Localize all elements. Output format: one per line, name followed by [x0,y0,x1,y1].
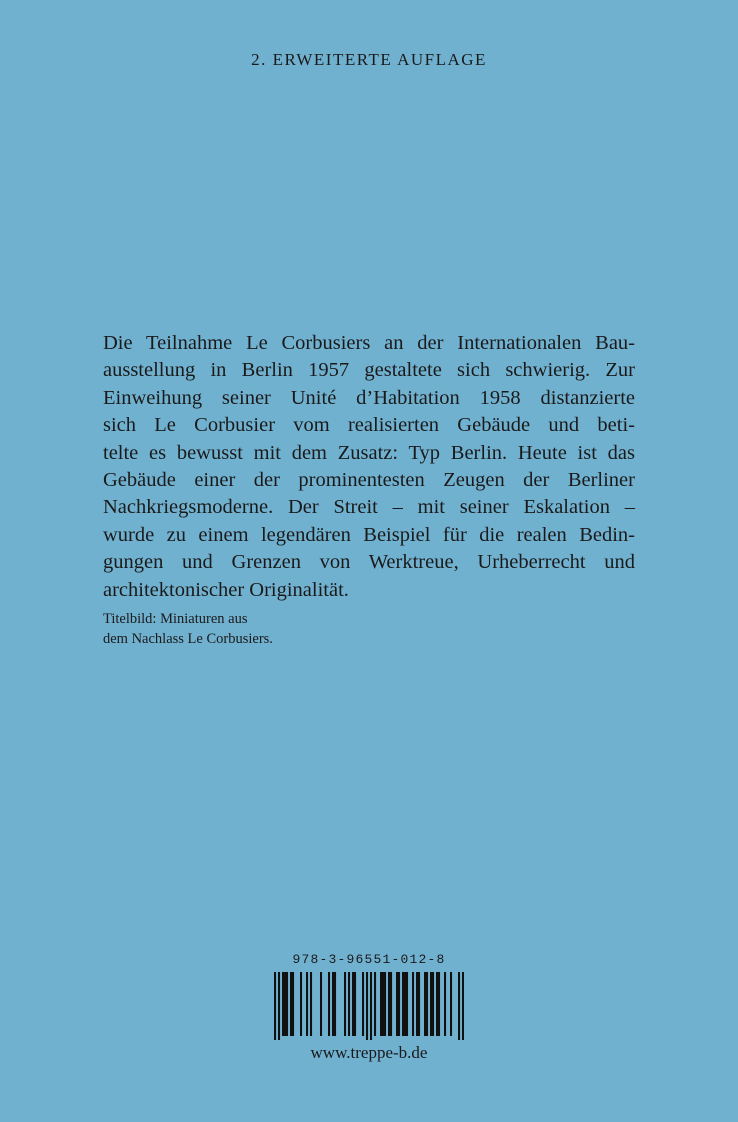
barcode-bar [418,972,420,1036]
barcode-bar [430,972,432,1036]
barcode-bar [380,972,382,1036]
blurb-line: Einweihung seiner Unité d’Habitation 1958 distanzierte [103,386,635,409]
publisher-website: www.treppe-b.de [310,1043,428,1062]
barcode-bar [424,972,426,1036]
barcode-bar [462,972,464,1040]
isbn-number: 978-3-96551-012-8 [292,952,446,967]
barcode-bar [278,972,280,1040]
barcode-bar [370,972,372,1040]
blurb-line: Nachkriegsmoderne. Der Streit – mit seiner Eskalation – [103,496,635,519]
blurb-line: Die Teilnahme Le Corbusiers an der Internationalen Bau- [103,332,635,354]
barcode-bar [306,972,308,1036]
isbn-barcode [274,972,464,1040]
barcode-bar [388,972,390,1036]
barcode-bar [274,972,276,1040]
barcode-bar [320,972,322,1036]
barcode-bar [406,972,408,1036]
barcode-bar [426,972,428,1036]
blurb-line: wurde zu einem legendären Beispiel für die realen Bedin- [103,523,635,546]
barcode-bar [286,972,288,1036]
blurb-line: ausstellung in Berlin 1957 gestaltete sich schwierig. Zur [103,359,635,382]
blurb-line: telte es bewusst mit dem Zusatz: Typ Berlin. Heute ist das [103,441,635,464]
barcode-bar [384,972,386,1036]
barcode-bar [398,972,400,1036]
blurb-text [103,330,635,604]
barcode-bar [292,972,294,1036]
barcode-bar [412,972,414,1036]
barcode-bar [458,972,460,1040]
barcode-bar [416,972,418,1036]
barcode-bar [436,972,438,1036]
barcode-bar [300,972,302,1036]
barcode-bar [374,972,376,1036]
barcode-bar [390,972,392,1036]
barcode-bar [354,972,356,1036]
barcode-bar [432,972,434,1036]
barcode-bar [344,972,346,1036]
barcode-bar [438,972,440,1036]
barcode-bar [450,972,452,1036]
barcode-bar [328,972,330,1036]
caption-line: dem Nachlass Le Corbusiers. [103,631,273,647]
barcode-bar [284,972,286,1036]
barcode-bar [352,972,354,1036]
barcode-bar [396,972,398,1036]
caption-line: Titelbild: Miniaturen aus [103,611,248,627]
blurb-line: architektonischer Originalität. [103,578,349,601]
edition-label: 2. ERWEITERTE AUFLAGE [251,50,487,69]
barcode-bar [366,972,368,1040]
barcode-bar [334,972,336,1036]
barcode-bar [402,972,404,1036]
blurb-line: Gebäude einer der prominentesten Zeugen der Berliner [103,469,635,492]
barcode-bar [444,972,446,1036]
barcode-bar [348,972,350,1036]
barcode-bar [332,972,334,1036]
blurb-line: gungen und Grenzen von Werktreue, Urheberrecht und [103,551,635,574]
barcode-bar [290,972,292,1036]
barcode-bar [310,972,312,1036]
barcode-bar [404,972,406,1036]
barcode-bar [282,972,284,1036]
blurb-line: sich Le Corbusier vom realisierten Gebäude und beti- [103,414,635,437]
barcode-bar [382,972,384,1036]
barcode-bar [362,972,364,1036]
cover-image-caption [103,609,273,649]
